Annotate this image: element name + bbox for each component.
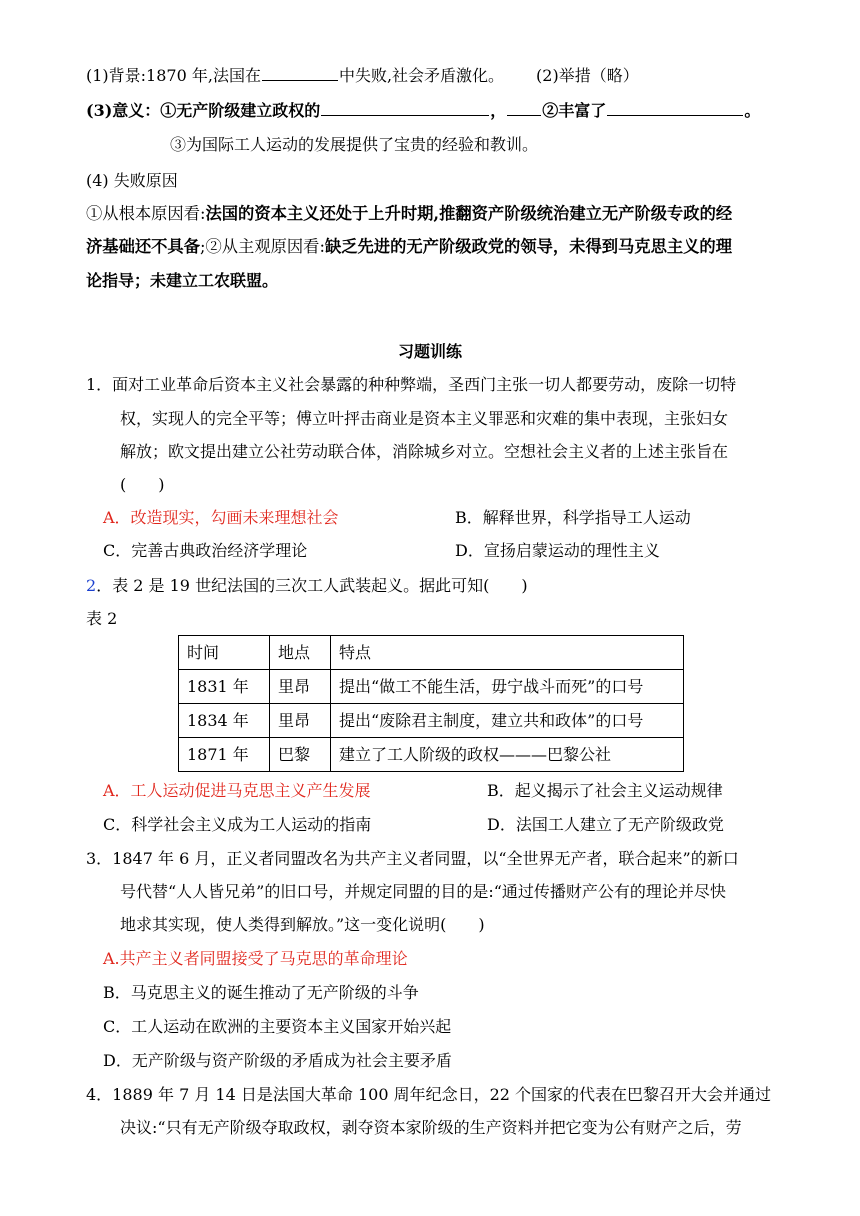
table-cell-feature: 提出“废除君主制度，建立共和政体”的口号 <box>331 704 684 738</box>
q3-line-3: 地求其实现，使人类得到解放。”这一变化说明( ) <box>120 915 485 934</box>
q1-option-d[interactable]: D．宣扬启蒙运动的理性主义 <box>455 541 660 560</box>
table-row <box>179 670 684 704</box>
q3-option-a[interactable]: A.共产主义者同盟接受了马克思的革命理论 <box>103 949 408 968</box>
q1-line-2: 权，实现人的完全平等；傅立叶抨击商业是资本主义罪恶和灾难的集中表现，主张妇女 <box>120 409 729 428</box>
failure-reason-prefix: ①从根本原因看: <box>86 204 206 223</box>
q3-option-d[interactable]: D．无产阶级与资产阶级的矛盾成为社会主要矛盾 <box>103 1051 452 1070</box>
section-title: 习题训练 <box>397 342 462 361</box>
significance-line-3: ③为国际工人运动的发展提供了宝贵的经验和教训。 <box>170 135 539 154</box>
table-header-time: 时间 <box>179 636 270 670</box>
table-row <box>179 738 684 772</box>
table-caption: 表 2 <box>86 609 118 628</box>
failure-reason-root-cont: 济基础还不具备 <box>86 237 200 256</box>
uprisings-table <box>178 635 684 772</box>
q2-option-c[interactable]: C．科学社会主义成为工人运动的指南 <box>103 815 372 834</box>
q1-option-a[interactable]: A．改造现实，勾画未来理想社会 <box>103 508 339 527</box>
q1-option-c[interactable]: C．完善古典政治经济学理论 <box>103 541 308 560</box>
measures-text: (2)举措（略） <box>536 66 639 85</box>
q3-line-1: 3．1847 年 6 月，正义者同盟改名为共产主义者同盟，以“全世界无产者，联合起来”的新口 <box>86 849 739 868</box>
background-blank[interactable] <box>262 66 338 81</box>
failure-reason-root: 法国的资本主义还处于上升时期,推翻资产阶级统治建立无产阶级专政的经 <box>205 204 733 223</box>
significance-text-2: ②丰富了 <box>542 101 607 120</box>
table-header-row <box>179 636 684 670</box>
table-cell-feature: 建立了工人阶级的政权———巴黎公社 <box>331 738 684 772</box>
table-row <box>179 704 684 738</box>
background-text-cont: 中失败,社会矛盾激化。 <box>338 66 505 85</box>
table-cell-place: 里昂 <box>270 704 331 738</box>
significance-period: 。 <box>744 101 761 120</box>
q2-option-d[interactable]: D．法国工人建立了无产阶级政党 <box>487 815 724 834</box>
background-text: (1)背景:1870 年,法国在 <box>86 66 261 85</box>
failure-reason-subjective-prefix: ;②从主观原因看: <box>199 237 325 256</box>
failure-reason-subjective: 缺乏先进的无产阶级政党的领导，未得到马克思主义的理 <box>324 237 732 256</box>
failure-reasons-heading: (4) 失败原因 <box>86 171 178 190</box>
significance-blank-2[interactable] <box>507 101 541 116</box>
q4-line-1: 4．1889 年 7 月 14 日是法国大革命 100 周年纪念日，22 个国家的代表在巴黎召开大会并通过 <box>86 1085 772 1104</box>
table-cell-feature: 提出“做工不能生活，毋宁战斗而死”的口号 <box>331 670 684 704</box>
significance-text: (3)意义：①无产阶级建立政权的 <box>86 101 321 120</box>
q2-number: 2 <box>86 576 97 595</box>
q1-line-4: ( ) <box>120 475 165 494</box>
table-cell-place: 巴黎 <box>270 738 331 772</box>
table-header-feature: 特点 <box>331 636 684 670</box>
significance-comma: ， <box>490 101 507 120</box>
q1-line-1: 1．面对工业革命后资本主义社会暴露的种种弊端，圣西门主张一切人都要劳动，废除一切特 <box>86 375 737 394</box>
table-cell-time: 1871 年 <box>179 738 270 772</box>
significance-blank-3[interactable] <box>607 101 743 116</box>
significance-line <box>86 101 760 121</box>
failure-reason-line-1 <box>86 204 732 224</box>
q2-text: ．表 2 是 19 世纪法国的三次工人武装起义。据此可知( ) <box>96 576 528 595</box>
q1-option-b[interactable]: B．解释世界，科学指导工人运动 <box>455 508 691 527</box>
q2-option-a[interactable]: A．工人运动促进马克思主义产生发展 <box>103 781 371 800</box>
q2-option-b[interactable]: B．起义揭示了社会主义运动规律 <box>487 781 723 800</box>
q3-option-c[interactable]: C．工人运动在欧洲的主要资本主义国家开始兴起 <box>103 1017 452 1036</box>
table-header-place: 地点 <box>270 636 331 670</box>
failure-reason-line-3: 论指导；未建立工农联盟。 <box>86 271 279 290</box>
table-cell-time: 1834 年 <box>179 704 270 738</box>
q3-option-b[interactable]: B．马克思主义的诞生推动了无产阶级的斗争 <box>103 983 419 1002</box>
q4-line-2: 决议:“只有无产阶级夺取政权，剥夺资本家阶级的生产资料并把它变为公有财产之后，劳 <box>120 1118 742 1137</box>
failure-reason-line-2 <box>86 237 732 257</box>
background-line <box>86 66 639 86</box>
table-cell-time: 1831 年 <box>179 670 270 704</box>
q2-stem <box>86 576 528 596</box>
significance-blank-1[interactable] <box>321 101 489 116</box>
q1-line-3: 解放；欧文提出建立公社劳动联合体，消除城乡对立。空想社会主义者的上述主张旨在 <box>120 442 729 461</box>
q3-line-2: 号代替“人人皆兄弟”的旧口号，并规定同盟的目的是:“通过传播财产公有的理论并尽快 <box>120 882 726 901</box>
table-cell-place: 里昂 <box>270 670 331 704</box>
